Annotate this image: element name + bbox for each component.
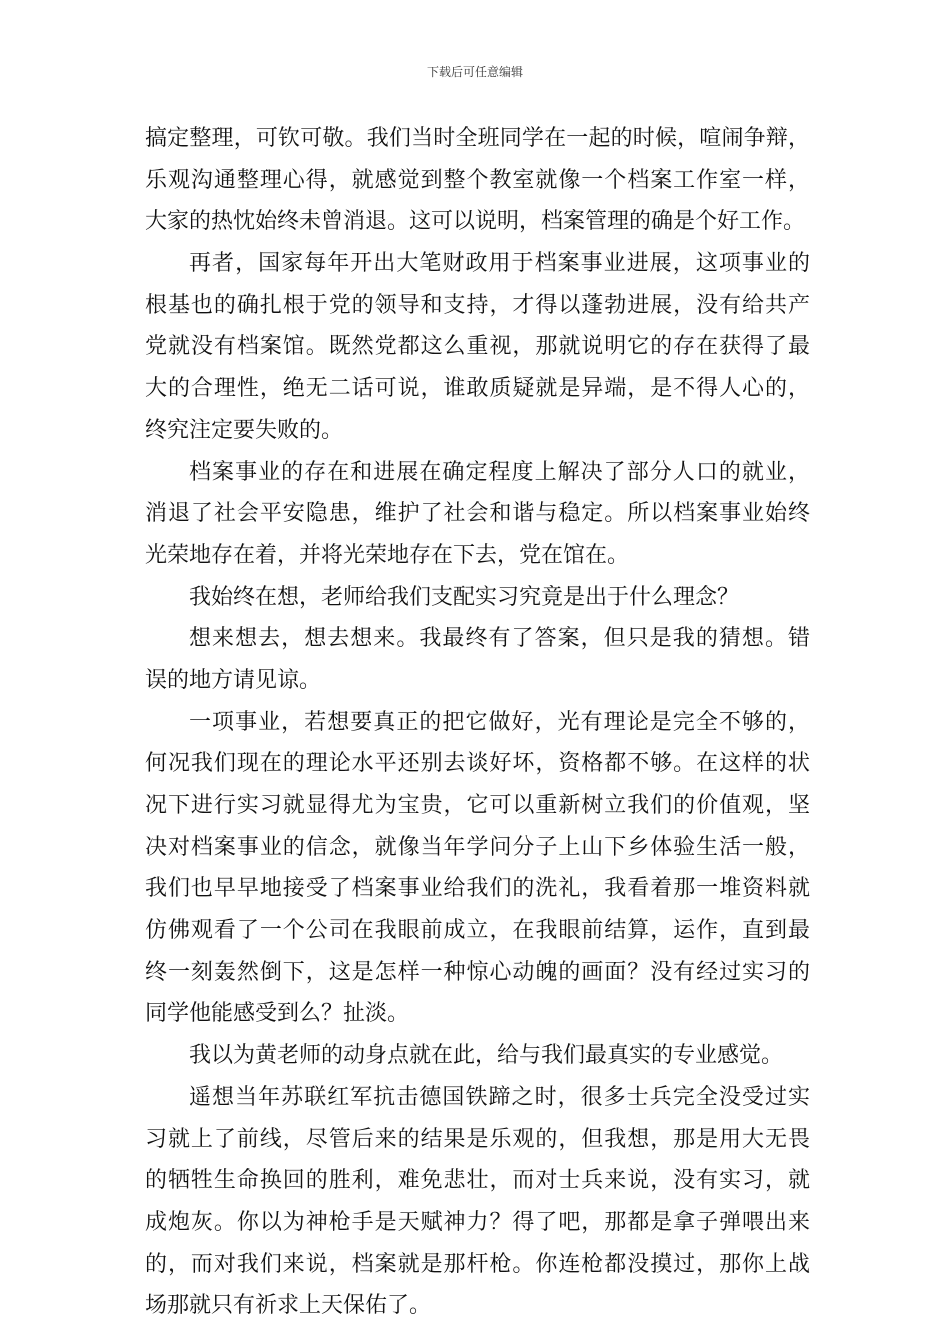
text-line: 我以为黄老师的动身点就在此，给与我们最真实的专业感觉。: [189, 1043, 784, 1069]
text-line: 误的地方请见谅。: [145, 667, 322, 693]
text-line: 的牺牲生命换回的胜利，难免悲壮，而对士兵来说，没有实习，就: [145, 1168, 810, 1194]
text-line: 况下进行实习就显得尤为宝贵，它可以重新树立我们的价值观，坚: [145, 793, 810, 818]
page-header-note: 下载后可任意编辑: [426, 65, 523, 79]
text-line: 同学他能感受到么？扯淡。: [145, 1001, 410, 1027]
text-line: 大的合理性，绝无二话可说，谁敢质疑就是异端，是不得人心的，: [145, 376, 810, 402]
text-line: 搞定整理，可钦可敬。我们当时全班同学在一起的时候，喧闹争辩，: [145, 126, 810, 151]
text-line: 想来想去，想去想来。我最终有了答案，但只是我的猜想。错: [189, 626, 810, 652]
text-line: 我们也早早地接受了档案事业给我们的洗礼，我看着那一堆资料就: [145, 876, 810, 902]
text-line: 一项事业，若想要真正的把它做好，光有理论是完全不够的，: [189, 709, 810, 735]
text-line: 根基也的确扎根于党的领导和支持，才得以蓬勃进展，没有给共产: [145, 292, 810, 318]
paragraph: [145, 452, 810, 577]
paragraph: [145, 1077, 810, 1327]
text-line: 光荣地存在着，并将光荣地存在下去，党在馆在。: [145, 542, 630, 568]
paragraph: [145, 118, 810, 243]
text-line: 终究注定要失败的。: [145, 417, 344, 443]
text-line: 消退了社会平安隐患，维护了社会和谐与稳定。所以档案事业始终: [145, 501, 810, 527]
text-line: 终一刻轰然倒下，这是怎样一种惊心动魄的画面？没有经过实习的: [145, 959, 810, 985]
text-line: 何况我们现在的理论水平还别去谈好坏，资格都不够。在这样的状: [145, 751, 810, 777]
paragraph: [145, 618, 810, 701]
text-line: 决对档案事业的信念，就像当年学问分子上山下乡体验生活一般，: [145, 834, 810, 860]
text-line: 的，而对我们来说，档案就是那杆枪。你连枪都没摸过，那你上战: [145, 1251, 810, 1277]
text-line: 乐观沟通整理心得，就感觉到整个教室就像一个档案工作室一样，: [145, 167, 810, 193]
text-line: 档案事业的存在和进展在确定程度上解决了部分人口的就业，: [189, 459, 810, 485]
text-line: 遥想当年苏联红军抗击德国铁蹄之时，很多士兵完全没受过实: [189, 1084, 810, 1110]
text-line: 党就没有档案馆。既然党都这么重视，那就说明它的存在获得了最: [145, 334, 810, 360]
text-line: 我始终在想，老师给我们支配实习究竟是出于什么理念？: [189, 584, 740, 610]
text-line: 再者，国家每年开出大笔财政用于档案事业进展，这项事业的: [189, 251, 810, 277]
paragraph: [145, 243, 810, 451]
paragraph: [145, 1035, 810, 1077]
paragraph: [145, 577, 810, 619]
text-line: 习就上了前线，尽管后来的结果是乐观的，但我想，那是用大无畏: [145, 1126, 810, 1152]
text-line: 大家的热忱始终未曾消退。这可以说明，档案管理的确是个好工作。: [145, 209, 806, 235]
paragraph: [145, 702, 810, 1036]
text-line: 仿佛观看了一个公司在我眼前成立，在我眼前结算，运作，直到最: [145, 918, 810, 944]
document-body: [145, 118, 810, 1327]
text-line: 成炮灰。你以为神枪手是天赋神力？得了吧，那都是拿子弹喂出来: [145, 1209, 810, 1235]
text-line: 场那就只有祈求上天保佑了。: [145, 1293, 432, 1319]
